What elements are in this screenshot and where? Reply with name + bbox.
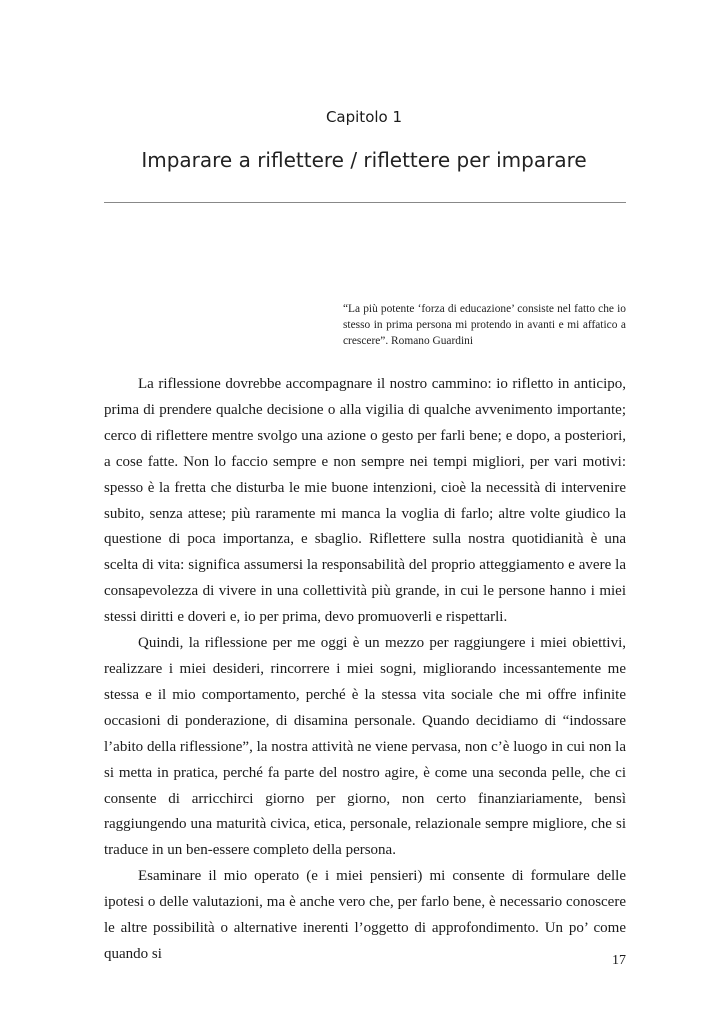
- chapter-title: Imparare a riflettere / riflettere per imparare: [141, 148, 587, 172]
- body-text: [104, 372, 626, 968]
- epigraph-quote: “La più potente ‘forza di educazione’ consiste nel fatto che io stesso in prima persona mi protendo in avanti e mi affatico a crescere”. Romano Guardini: [343, 303, 626, 347]
- paragraph-3: Esaminare il mio operato (e i miei pensieri) mi consente di formulare delle ipotesi o delle valutazioni, ma è anche vero che, per farlo bene, è necessario conoscere le altre possibilità o alternative inerenti l’oggetto di approfondimento. Un po’ come quando si: [104, 868, 626, 962]
- paragraph-1: La riflessione dovrebbe accompagnare il nostro cammino: io rifletto in anticipo, prima di prendere qualche decisione o alla vigilia di qualche avvenimento importante; cerco di riflettere mentre svolgo una azione o gesto per farli bene; e dopo, a posteriori, a cose fatte. Non lo faccio sempre e non sempre nei tempi migliori, per vari motivi: spesso è la fretta che disturba le mie buone intenzioni, cioè la necessità di intervenire subito, senza attese; più raramente mi manca la voglia di farlo; altre volte giudico la questione di poca importanza, e sbaglio. Riflettere sulla nostra quotidianità è una scelta di vita: significa assumersi la responsabilità del proprio atteggiamento e avere la consapevolezza di vivere in una collettività più grande, in cui le persone hanno i miei stessi diritti e doveri e, io per prima, devo promuoverli e rispettarli.: [104, 376, 626, 626]
- title-divider: [104, 202, 626, 203]
- page-number: 17: [612, 953, 626, 968]
- paragraph-2: Quindi, la riflessione per me oggi è un mezzo per raggiungere i miei obiettivi, realizzare i miei desideri, rincorrere i miei sogni, migliorando incessantemente me stessa e il mio comportamento, perché è la stessa vita sociale che mi offre infinite occasioni di ponderazione, di disamina personale. Quando decidiamo di “indossare l’abito della riflessione”, la nostra attività ne viene pervasa, non c’è luogo in cui non la si metta in pratica, perché fa parte del nostro agire, è come una seconda pelle, che ci consente di arricchirci giorno per giorno, non certo finanziariamente, bensì raggiungendo una maturità civica, etica, personale, relazionale sempre migliore, che si traduce in un ben-essere completo della persona.: [104, 635, 626, 859]
- chapter-label-text: Capitolo 1: [325, 108, 403, 126]
- chapter-label: [0, 108, 728, 126]
